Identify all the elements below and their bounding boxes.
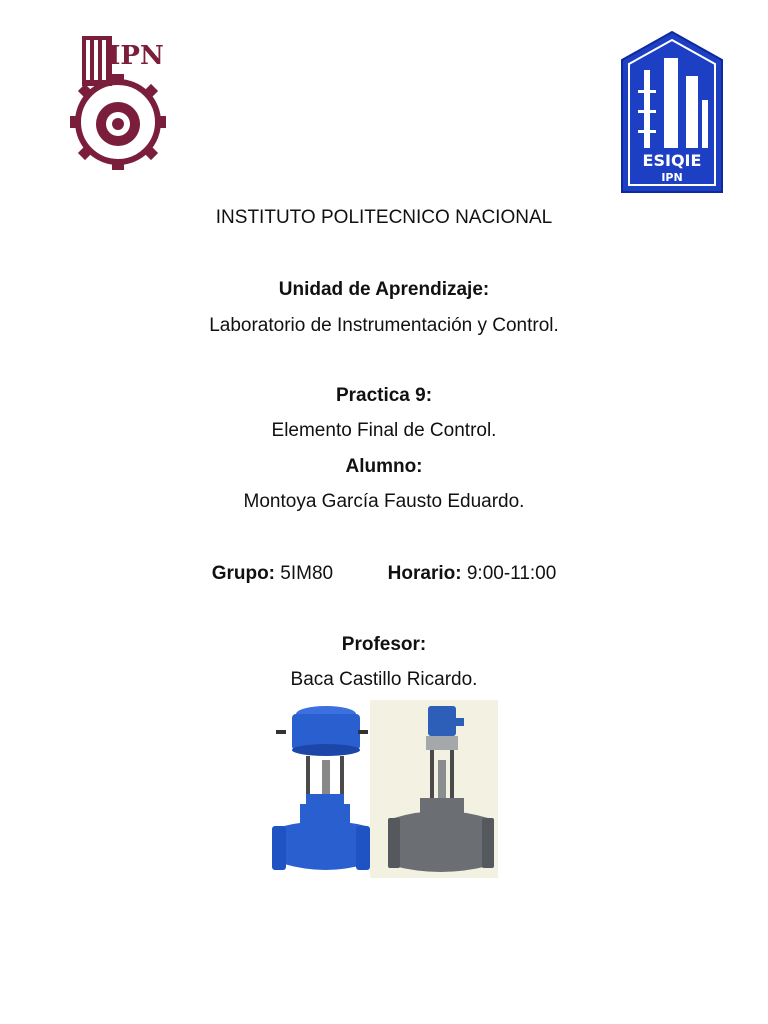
control-valves-image <box>270 700 498 878</box>
horario-label: Horario: <box>387 563 462 584</box>
ipn-logo-text: IPN <box>108 41 164 71</box>
unidad-label: Unidad de Aprendizaje: <box>278 279 490 300</box>
esiqie-logo-text: ESIQIE <box>642 151 702 170</box>
ipn-logo <box>62 30 174 180</box>
profesor-label: Profesor: <box>341 634 427 655</box>
horario-value: 9:00-11:00 <box>466 563 557 584</box>
profesor-value: Baca Castillo Ricardo. <box>290 669 478 690</box>
grupo-horario-row <box>0 562 768 586</box>
esiqie-logo-subtext: IPN <box>661 171 683 184</box>
grupo-label: Grupo: <box>211 563 276 584</box>
blue-control-valve-icon <box>270 700 370 878</box>
unidad-value: Laboratorio de Instrumentación y Control. <box>209 315 559 336</box>
esiqie-logo <box>618 30 726 194</box>
practica-label: Practica 9: <box>335 385 433 406</box>
practica-value: Elemento Final de Control. <box>271 420 497 441</box>
gray-control-valve-icon <box>370 700 498 878</box>
grupo-value: 5IM80 <box>280 563 334 584</box>
alumno-label: Alumno: <box>345 456 423 477</box>
alumno-value: Montoya García Fausto Eduardo. <box>243 491 525 512</box>
institution-title: INSTITUTO POLITECNICO NACIONAL <box>215 207 553 228</box>
